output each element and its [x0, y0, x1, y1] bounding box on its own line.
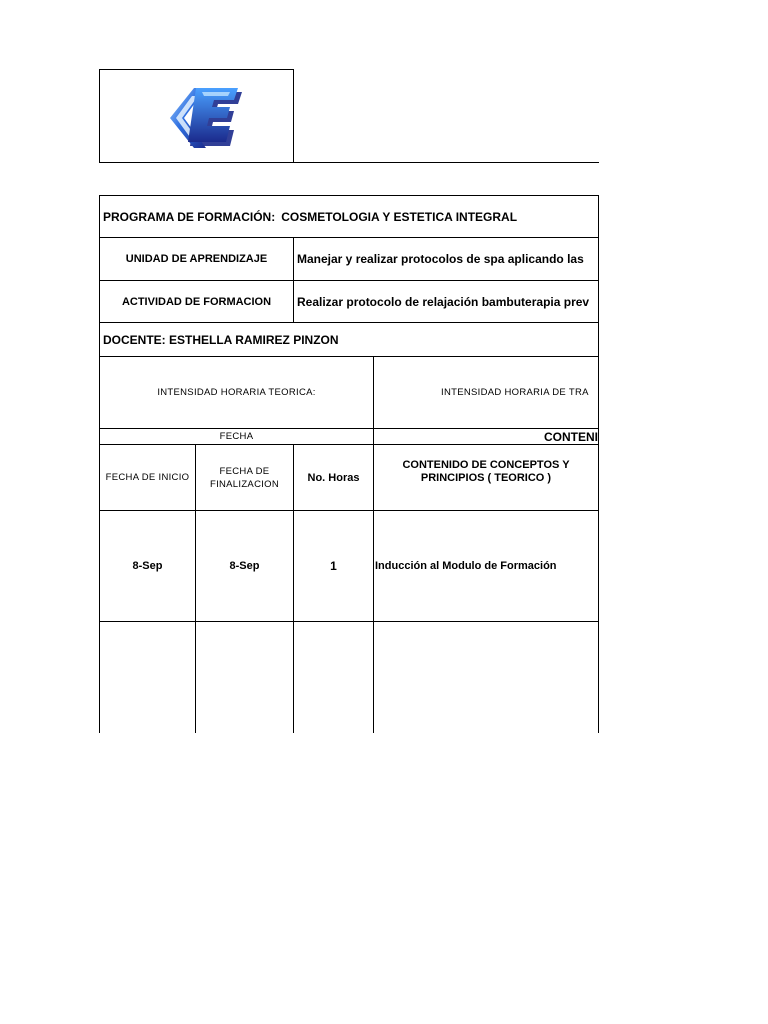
programa-label: PROGRAMA DE FORMACIÓN: [103, 209, 276, 224]
unidad-value: Manejar y realizar protocolos de spa aplicando las [297, 252, 584, 266]
programa-value: COSMETOLOGIA Y ESTETICA INTEGRAL [281, 209, 518, 224]
header-contenido-conceptos: CONTENIDO DE CONCEPTOS Y PRINCIPIOS ( TEORICO ) [402, 459, 570, 484]
row-2-contenido [375, 622, 597, 732]
header-fecha-finalizacion: FECHA DE FINALIZACION [209, 465, 280, 490]
actividad-value: Realizar protocolo de relajación bambuterapia prev [297, 294, 590, 309]
row-2-fecha-finalizacion [196, 622, 293, 732]
header-no-horas: No. Horas [307, 471, 360, 484]
row-2-no-horas [294, 622, 373, 732]
table-right-border [598, 195, 599, 733]
contenido-group-header: CONTENI [544, 429, 598, 444]
intensidad-trabajo-label: INTENSIDAD HORARIA DE TRA [441, 387, 589, 398]
row-1-contenido: Inducción al Modulo de Formación [375, 560, 557, 572]
header-fecha-inicio: FECHA DE INICIO [105, 472, 190, 483]
row-1-fecha-inicio: 8-Sep [132, 560, 163, 572]
institution-logo-icon [168, 86, 248, 152]
logo-box-top-border [99, 69, 294, 70]
intensidad-divider [373, 356, 374, 733]
logo-box-bottom-border [99, 162, 599, 163]
label-value-divider [293, 237, 294, 323]
logo-box-right-border [293, 69, 294, 163]
logo-box-left-border [99, 69, 100, 163]
row-2-fecha-inicio [100, 622, 195, 732]
row-1-fecha-finalizacion: 8-Sep [229, 560, 260, 572]
unidad-label: UNIDAD DE APRENDIZAJE [125, 253, 268, 265]
programa-row [103, 196, 595, 237]
intensidad-teorica-label: INTENSIDAD HORARIA TEORICA: [157, 387, 316, 398]
fecha-group-header: FECHA [219, 431, 254, 442]
docente-label: DOCENTE: ESTHELLA RAMIREZ PINZON [103, 332, 339, 347]
actividad-label: ACTIVIDAD DE FORMACION [121, 295, 272, 308]
row-1-no-horas: 1 [330, 559, 337, 573]
